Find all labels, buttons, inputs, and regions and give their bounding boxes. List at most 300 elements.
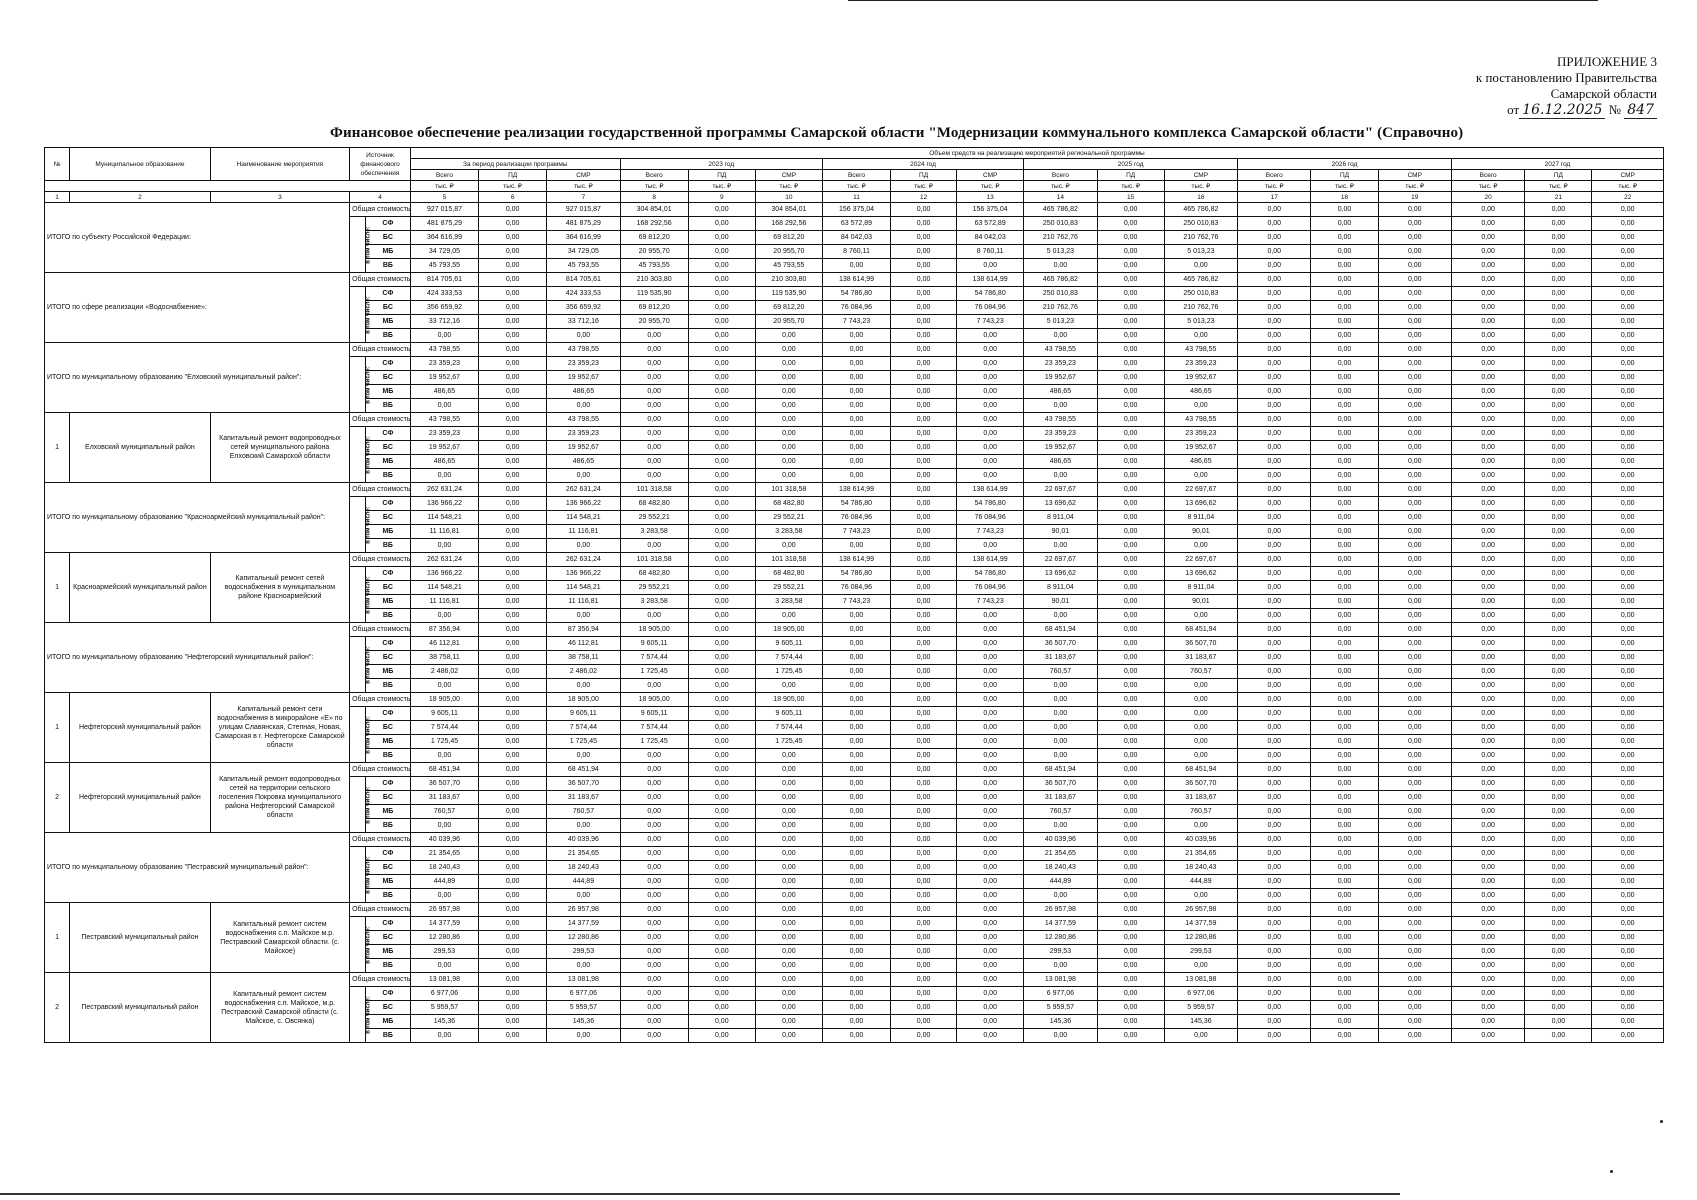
table-cell-value: 0,00 bbox=[822, 399, 890, 413]
table-cell-value: 0,00 bbox=[957, 441, 1024, 455]
table-cell-value: 0,00 bbox=[1311, 609, 1378, 623]
table-cell-value: 0,00 bbox=[688, 973, 755, 987]
table-cell-value: 0,00 bbox=[1451, 665, 1524, 679]
source-code: СФ bbox=[365, 637, 410, 651]
table-cell-value: 0,00 bbox=[1311, 567, 1378, 581]
table-cell-value: 0,00 bbox=[1592, 567, 1664, 581]
header-colnum: 18 bbox=[1311, 192, 1378, 203]
table-cell-value: 0,00 bbox=[822, 693, 890, 707]
table-cell-value: 23 359,23 bbox=[1164, 357, 1237, 371]
table-cell-value: 0,00 bbox=[620, 679, 688, 693]
table-cell-value: 0,00 bbox=[957, 945, 1024, 959]
table-cell-value: 0,00 bbox=[1097, 329, 1164, 343]
table-cell-value: 0,00 bbox=[1525, 441, 1592, 455]
table-cell-value: 0,00 bbox=[1451, 567, 1524, 581]
header-colnum: 9 bbox=[688, 192, 755, 203]
table-cell-value: 0,00 bbox=[755, 987, 822, 1001]
table-cell-value: 0,00 bbox=[1592, 651, 1664, 665]
table-cell-value: 43 798,55 bbox=[410, 413, 478, 427]
table-cell-value: 0,00 bbox=[1238, 301, 1311, 315]
table-cell-value: 22 697,67 bbox=[1024, 553, 1097, 567]
table-cell-value: 0,00 bbox=[1592, 875, 1664, 889]
source-code: БС bbox=[365, 791, 410, 805]
table-cell-value: 0,00 bbox=[822, 623, 890, 637]
table-cell-value: 0,00 bbox=[1238, 959, 1311, 973]
source-code: БС bbox=[365, 581, 410, 595]
table-cell-value: 0,00 bbox=[1311, 455, 1378, 469]
table-cell-value: 0,00 bbox=[1311, 301, 1378, 315]
table-cell-value: 0,00 bbox=[688, 735, 755, 749]
finance-table bbox=[44, 147, 1664, 1043]
table-cell-value: 0,00 bbox=[1525, 763, 1592, 777]
table-cell-value: 0,00 bbox=[1378, 861, 1451, 875]
table-cell-value: 444,89 bbox=[1024, 875, 1097, 889]
table-cell-value: 0,00 bbox=[957, 399, 1024, 413]
table-cell-value: 1 725,45 bbox=[410, 735, 478, 749]
table-cell-value: 0,00 bbox=[1378, 805, 1451, 819]
table-cell-value: 0,00 bbox=[1451, 287, 1524, 301]
source-code: БС bbox=[365, 861, 410, 875]
incl-label bbox=[350, 567, 372, 623]
table-cell-value: 0,00 bbox=[1525, 259, 1592, 273]
table-cell-value: 114 548,21 bbox=[547, 581, 620, 595]
header-subcol: ПД bbox=[1097, 170, 1164, 181]
table-cell-value: 138 614,99 bbox=[957, 553, 1024, 567]
table-cell-value: 36 507,70 bbox=[1164, 777, 1237, 791]
table-cell-value: 0,00 bbox=[1525, 595, 1592, 609]
table-cell-value: 0,00 bbox=[1097, 511, 1164, 525]
table-cell-value: 0,00 bbox=[1451, 427, 1524, 441]
table-cell-value: 34 729,05 bbox=[547, 245, 620, 259]
table-cell-value: 0,00 bbox=[620, 455, 688, 469]
table-cell-value: 0,00 bbox=[755, 973, 822, 987]
table-cell-value: 0,00 bbox=[1592, 1015, 1664, 1029]
header-colnum: 15 bbox=[1097, 192, 1164, 203]
table-cell-value: 0,00 bbox=[1311, 511, 1378, 525]
table-cell-value: 13 081,98 bbox=[1164, 973, 1237, 987]
table-cell-value: 210 303,80 bbox=[755, 273, 822, 287]
table-cell-value: 0,00 bbox=[891, 371, 957, 385]
table-row-total-cost bbox=[45, 973, 1664, 987]
table-cell-value: 0,00 bbox=[1592, 259, 1664, 273]
table-cell-value: 0,00 bbox=[891, 665, 957, 679]
table-cell-value: 0,00 bbox=[1311, 343, 1378, 357]
table-cell-value: 0,00 bbox=[1097, 777, 1164, 791]
header-unit: тыс. ₽ bbox=[1525, 181, 1592, 192]
table-cell-value: 0,00 bbox=[1592, 287, 1664, 301]
table-cell-value: 0,00 bbox=[620, 357, 688, 371]
header-source: Источник финансового обеспечения bbox=[350, 148, 411, 181]
table-cell-value: 18 240,43 bbox=[410, 861, 478, 875]
source-code: МБ bbox=[365, 805, 410, 819]
table-cell-value: 84 042,03 bbox=[822, 231, 890, 245]
table-cell-value: 0,00 bbox=[891, 959, 957, 973]
table-cell-value: 0,00 bbox=[1238, 931, 1311, 945]
header-unit: тыс. ₽ bbox=[1378, 181, 1451, 192]
source-code: СФ bbox=[365, 217, 410, 231]
table-cell-value: 304 854,01 bbox=[620, 203, 688, 217]
table-cell-value: 299,53 bbox=[410, 945, 478, 959]
table-cell-value: 0,00 bbox=[891, 931, 957, 945]
table-cell-value: 0,00 bbox=[688, 301, 755, 315]
table-cell-value: 0,00 bbox=[1378, 469, 1451, 483]
table-cell-value: 0,00 bbox=[1378, 217, 1451, 231]
table-cell-value: 0,00 bbox=[891, 455, 957, 469]
header-municipality: Муниципальное образование bbox=[70, 148, 211, 181]
table-cell-value: 0,00 bbox=[1378, 1001, 1451, 1015]
table-cell-value: 0,00 bbox=[688, 455, 755, 469]
table-cell-value: 0,00 bbox=[1311, 763, 1378, 777]
table-cell-value: 0,00 bbox=[479, 679, 547, 693]
table-cell-value: 0,00 bbox=[1525, 231, 1592, 245]
item-number: 1 bbox=[45, 693, 70, 763]
header-group: 2024 год bbox=[822, 159, 1023, 170]
table-cell-value: 0,00 bbox=[1592, 595, 1664, 609]
table-cell-value: 0,00 bbox=[1311, 777, 1378, 791]
table-cell-value: 7 574,44 bbox=[755, 651, 822, 665]
table-cell-value: 0,00 bbox=[1024, 539, 1097, 553]
source-code: БС bbox=[365, 441, 410, 455]
table-cell-value: 0,00 bbox=[688, 777, 755, 791]
table-cell-value: 40 039,96 bbox=[1024, 833, 1097, 847]
item-event: Капитальный ремонт систем водоснабжения с.п. Майское м.р. Пестравский Самарской области. (с. Майское) bbox=[210, 903, 349, 973]
table-cell-value: 0,00 bbox=[957, 749, 1024, 763]
table-cell-value: 0,00 bbox=[688, 889, 755, 903]
source-code: СФ bbox=[365, 427, 410, 441]
table-cell-value: 0,00 bbox=[620, 427, 688, 441]
table-cell-value: 0,00 bbox=[1451, 889, 1524, 903]
table-cell-value: 156 375,04 bbox=[957, 203, 1024, 217]
table-cell-value: 0,00 bbox=[1592, 931, 1664, 945]
item-event: Капитальный ремонт сети водоснабжения в микрорайоне «Е» по улицам Славянская, Степная, Новая, Самарская в г. Нефтегорске Самарской области bbox=[210, 693, 349, 763]
table-cell-value: 0,00 bbox=[1451, 413, 1524, 427]
table-cell-value: 26 957,98 bbox=[547, 903, 620, 917]
table-cell-value: 0,00 bbox=[822, 749, 890, 763]
table-cell-value: 0,00 bbox=[688, 343, 755, 357]
table-cell-value: 0,00 bbox=[1592, 917, 1664, 931]
table-cell-value: 68 451,94 bbox=[1164, 623, 1237, 637]
table-cell-value: 0,00 bbox=[1097, 245, 1164, 259]
table-cell-value: 0,00 bbox=[1097, 385, 1164, 399]
table-cell-value: 0,00 bbox=[822, 427, 890, 441]
table-cell-value: 0,00 bbox=[755, 1029, 822, 1043]
table-cell-value: 0,00 bbox=[957, 889, 1024, 903]
table-cell-value: 0,00 bbox=[1097, 805, 1164, 819]
table-cell-value: 9 605,11 bbox=[620, 707, 688, 721]
table-cell-value: 20 955,70 bbox=[755, 245, 822, 259]
table-cell-value: 0,00 bbox=[822, 441, 890, 455]
table-cell-value: 0,00 bbox=[1097, 721, 1164, 735]
table-cell-value: 7 574,44 bbox=[620, 651, 688, 665]
table-cell-value: 0,00 bbox=[1238, 805, 1311, 819]
table-cell-value: 84 042,03 bbox=[957, 231, 1024, 245]
source-code: СФ bbox=[365, 497, 410, 511]
table-cell-value: 0,00 bbox=[1238, 889, 1311, 903]
table-cell-value: 0,00 bbox=[688, 287, 755, 301]
table-cell-value: 43 798,55 bbox=[1024, 343, 1097, 357]
table-cell-value: 0,00 bbox=[1097, 791, 1164, 805]
table-cell-value: 0,00 bbox=[1097, 273, 1164, 287]
table-cell-value: 68 451,94 bbox=[1164, 763, 1237, 777]
table-cell-value: 424 333,53 bbox=[410, 287, 478, 301]
table-row-total-cost bbox=[45, 553, 1664, 567]
header-group: 2026 год bbox=[1238, 159, 1452, 170]
table-cell-value: 8 760,11 bbox=[822, 245, 890, 259]
table-cell-value: 0,00 bbox=[1097, 567, 1164, 581]
table-cell-value: 0,00 bbox=[822, 847, 890, 861]
source-code: ВБ bbox=[365, 679, 410, 693]
table-cell-value: 0,00 bbox=[1592, 399, 1664, 413]
table-cell-value: 0,00 bbox=[957, 903, 1024, 917]
table-cell-value: 465 786,82 bbox=[1164, 273, 1237, 287]
table-cell-value: 0,00 bbox=[1525, 371, 1592, 385]
table-cell-value: 0,00 bbox=[1311, 917, 1378, 931]
table-cell-value: 0,00 bbox=[822, 735, 890, 749]
table-cell-value: 0,00 bbox=[755, 679, 822, 693]
table-cell-value: 0,00 bbox=[479, 413, 547, 427]
table-cell-value: 46 112,81 bbox=[410, 637, 478, 651]
table-cell-value: 0,00 bbox=[1451, 245, 1524, 259]
table-cell-value: 0,00 bbox=[891, 539, 957, 553]
table-cell-value: 0,00 bbox=[822, 987, 890, 1001]
table-cell-value: 0,00 bbox=[1525, 273, 1592, 287]
table-cell-value: 0,00 bbox=[479, 973, 547, 987]
table-cell-value: 138 614,99 bbox=[822, 553, 890, 567]
header-unit: тыс. ₽ bbox=[957, 181, 1024, 192]
table-cell-value: 0,00 bbox=[1311, 833, 1378, 847]
table-cell-value: 0,00 bbox=[1238, 875, 1311, 889]
table-cell-value: 1 725,45 bbox=[620, 735, 688, 749]
table-cell-value: 0,00 bbox=[1592, 623, 1664, 637]
table-cell-value: 0,00 bbox=[957, 847, 1024, 861]
table-cell-value: 101 318,58 bbox=[620, 553, 688, 567]
table-cell-value: 0,00 bbox=[1451, 343, 1524, 357]
table-row-total-cost bbox=[45, 763, 1664, 777]
table-cell-value: 0,00 bbox=[957, 959, 1024, 973]
table-cell-value: 0,00 bbox=[1097, 469, 1164, 483]
table-cell-value: 5 013,23 bbox=[1164, 315, 1237, 329]
table-cell-value: 0,00 bbox=[1238, 245, 1311, 259]
header-colnum: 16 bbox=[1164, 192, 1237, 203]
table-cell-value: 0,00 bbox=[1097, 735, 1164, 749]
table-cell-value: 0,00 bbox=[547, 819, 620, 833]
table-cell-value: 0,00 bbox=[688, 679, 755, 693]
table-cell-value: 0,00 bbox=[1164, 889, 1237, 903]
source-code: МБ bbox=[365, 735, 410, 749]
table-cell-value: 0,00 bbox=[1097, 959, 1164, 973]
table-cell-value: 0,00 bbox=[688, 945, 755, 959]
table-cell-value: 760,57 bbox=[1164, 665, 1237, 679]
table-cell-value: 0,00 bbox=[479, 203, 547, 217]
table-cell-value: 0,00 bbox=[1378, 567, 1451, 581]
table-cell-value: 0,00 bbox=[957, 973, 1024, 987]
table-cell-value: 19 952,67 bbox=[1164, 441, 1237, 455]
table-cell-value: 0,00 bbox=[1097, 679, 1164, 693]
header-subcol: СМР bbox=[755, 170, 822, 181]
table-cell-value: 0,00 bbox=[1311, 385, 1378, 399]
table-cell-value: 21 354,65 bbox=[547, 847, 620, 861]
table-cell-value: 0,00 bbox=[688, 259, 755, 273]
header-colnum: 17 bbox=[1238, 192, 1311, 203]
incl-label-text: в том числе: bbox=[365, 715, 372, 754]
table-cell-value: 0,00 bbox=[479, 427, 547, 441]
table-cell-value: 0,00 bbox=[1525, 959, 1592, 973]
table-cell-value: 262 631,24 bbox=[547, 483, 620, 497]
table-cell-value: 304 854,01 bbox=[755, 203, 822, 217]
table-cell-value: 0,00 bbox=[1525, 455, 1592, 469]
table-cell-value: 0,00 bbox=[1525, 287, 1592, 301]
item-number: 1 bbox=[45, 413, 70, 483]
table-cell-value: 760,57 bbox=[1164, 805, 1237, 819]
table-cell-value: 0,00 bbox=[1311, 903, 1378, 917]
table-cell-value: 0,00 bbox=[1024, 889, 1097, 903]
table-cell-value: 299,53 bbox=[547, 945, 620, 959]
table-cell-value: 0,00 bbox=[1238, 511, 1311, 525]
table-cell-value: 18 905,00 bbox=[547, 693, 620, 707]
header-unit: тыс. ₽ bbox=[1451, 181, 1524, 192]
table-cell-value: 0,00 bbox=[1097, 693, 1164, 707]
source-code: СФ bbox=[365, 707, 410, 721]
table-cell-value: 0,00 bbox=[1097, 343, 1164, 357]
table-cell-value: 0,00 bbox=[1451, 483, 1524, 497]
table-cell-value: 0,00 bbox=[891, 217, 957, 231]
source-code: БС bbox=[365, 301, 410, 315]
table-cell-value: 814 705,61 bbox=[410, 273, 478, 287]
table-cell-value: 0,00 bbox=[688, 553, 755, 567]
table-cell-value: 29 552,21 bbox=[620, 511, 688, 525]
table-cell-value: 0,00 bbox=[688, 623, 755, 637]
table-cell-value: 0,00 bbox=[1311, 231, 1378, 245]
table-cell-value: 0,00 bbox=[1024, 721, 1097, 735]
table-cell-value: 0,00 bbox=[957, 665, 1024, 679]
source-code: СФ bbox=[365, 847, 410, 861]
table-cell-value: 0,00 bbox=[410, 889, 478, 903]
table-cell-value: 11 116,81 bbox=[547, 595, 620, 609]
table-cell-value: 0,00 bbox=[688, 329, 755, 343]
table-cell-value: 0,00 bbox=[1311, 665, 1378, 679]
table-cell-value: 0,00 bbox=[822, 889, 890, 903]
table-cell-value: 0,00 bbox=[822, 805, 890, 819]
table-cell-value: 12 280,86 bbox=[1164, 931, 1237, 945]
table-cell-value: 0,00 bbox=[479, 1029, 547, 1043]
header-subcol: СМР bbox=[1164, 170, 1237, 181]
table-cell-value: 11 116,81 bbox=[547, 525, 620, 539]
table-cell-value: 0,00 bbox=[1525, 819, 1592, 833]
source-total-cost: Общая стоимость bbox=[350, 553, 411, 567]
table-cell-value: 0,00 bbox=[1311, 217, 1378, 231]
table-cell-value: 0,00 bbox=[479, 217, 547, 231]
source-code: ВБ bbox=[365, 819, 410, 833]
incl-label bbox=[350, 217, 372, 273]
table-cell-value: 8 911,04 bbox=[1024, 511, 1097, 525]
item-municipality: Елховский муниципальный район bbox=[70, 413, 211, 483]
table-cell-value: 0,00 bbox=[957, 1029, 1024, 1043]
table-cell-value: 0,00 bbox=[479, 637, 547, 651]
table-cell-value: 76 084,96 bbox=[822, 301, 890, 315]
table-cell-value: 20 955,70 bbox=[755, 315, 822, 329]
table-cell-value: 0,00 bbox=[479, 735, 547, 749]
table-cell-value: 1 725,45 bbox=[755, 735, 822, 749]
table-cell-value: 9 605,11 bbox=[620, 637, 688, 651]
table-cell-value: 156 375,04 bbox=[822, 203, 890, 217]
header-colnum: 4 bbox=[350, 192, 411, 203]
number-prefix: № bbox=[1608, 102, 1622, 117]
item-event: Капитальный ремонт сетей водоснабжения в муниципальном районе Красноармейский bbox=[210, 553, 349, 623]
table-cell-value: 23 359,23 bbox=[1164, 427, 1237, 441]
table-cell-value: 23 359,23 bbox=[547, 427, 620, 441]
table-cell-value: 0,00 bbox=[1378, 889, 1451, 903]
table-cell-value: 0,00 bbox=[957, 693, 1024, 707]
table-cell-value: 760,57 bbox=[410, 805, 478, 819]
table-cell-value: 250 010,83 bbox=[1164, 217, 1237, 231]
table-cell-value: 0,00 bbox=[1378, 455, 1451, 469]
table-cell-value: 0,00 bbox=[1592, 987, 1664, 1001]
table-cell-value: 0,00 bbox=[822, 455, 890, 469]
table-cell-value: 0,00 bbox=[1378, 413, 1451, 427]
table-cell-value: 0,00 bbox=[891, 413, 957, 427]
table-cell-value: 0,00 bbox=[620, 763, 688, 777]
table-cell-value: 8 911,04 bbox=[1024, 581, 1097, 595]
table-cell-value: 0,00 bbox=[1451, 385, 1524, 399]
table-cell-value: 0,00 bbox=[755, 329, 822, 343]
table-cell-value: 3 283,58 bbox=[755, 525, 822, 539]
table-row-total-cost bbox=[45, 343, 1664, 357]
header-unit: тыс. ₽ bbox=[620, 181, 688, 192]
incl-label bbox=[350, 287, 372, 343]
table-cell-value: 0,00 bbox=[1238, 371, 1311, 385]
table-cell-value: 0,00 bbox=[1238, 721, 1311, 735]
source-code: БС bbox=[365, 651, 410, 665]
table-cell-value: 1 725,45 bbox=[755, 665, 822, 679]
table-cell-value: 9 605,11 bbox=[755, 637, 822, 651]
scan-edge-top bbox=[848, 0, 1598, 1]
table-cell-value: 0,00 bbox=[688, 483, 755, 497]
table-cell-value: 0,00 bbox=[1378, 441, 1451, 455]
table-cell-value: 22 697,67 bbox=[1164, 553, 1237, 567]
table-cell-value: 0,00 bbox=[410, 679, 478, 693]
table-cell-value: 0,00 bbox=[822, 343, 890, 357]
header-subcol: Всего bbox=[1024, 170, 1097, 181]
table-cell-value: 0,00 bbox=[822, 679, 890, 693]
table-cell-value: 0,00 bbox=[1311, 651, 1378, 665]
table-cell-value: 45 793,55 bbox=[410, 259, 478, 273]
table-cell-value: 0,00 bbox=[1097, 315, 1164, 329]
table-cell-value: 0,00 bbox=[891, 553, 957, 567]
header-subcol: ПД bbox=[479, 170, 547, 181]
table-cell-value: 5 959,57 bbox=[547, 1001, 620, 1015]
table-cell-value: 0,00 bbox=[1592, 637, 1664, 651]
table-cell-value: 0,00 bbox=[1451, 973, 1524, 987]
table-cell-value: 0,00 bbox=[957, 931, 1024, 945]
table-cell-value: 0,00 bbox=[688, 665, 755, 679]
table-cell-value: 0,00 bbox=[957, 777, 1024, 791]
table-cell-value: 5 959,57 bbox=[1164, 1001, 1237, 1015]
table-cell-value: 0,00 bbox=[891, 567, 957, 581]
source-total-cost: Общая стоимость bbox=[350, 623, 411, 637]
table-cell-value: 0,00 bbox=[957, 329, 1024, 343]
source-code: МБ bbox=[365, 945, 410, 959]
table-cell-value: 7 574,44 bbox=[410, 721, 478, 735]
table-cell-value: 0,00 bbox=[1451, 861, 1524, 875]
table-cell-value: 0,00 bbox=[479, 889, 547, 903]
table-cell-value: 0,00 bbox=[688, 693, 755, 707]
table-cell-value: 18 905,00 bbox=[620, 693, 688, 707]
table-cell-value: 0,00 bbox=[1097, 231, 1164, 245]
table-cell-value: 0,00 bbox=[957, 455, 1024, 469]
table-cell-value: 0,00 bbox=[479, 357, 547, 371]
table-cell-value: 0,00 bbox=[1525, 847, 1592, 861]
table-cell-value: 0,00 bbox=[1525, 875, 1592, 889]
